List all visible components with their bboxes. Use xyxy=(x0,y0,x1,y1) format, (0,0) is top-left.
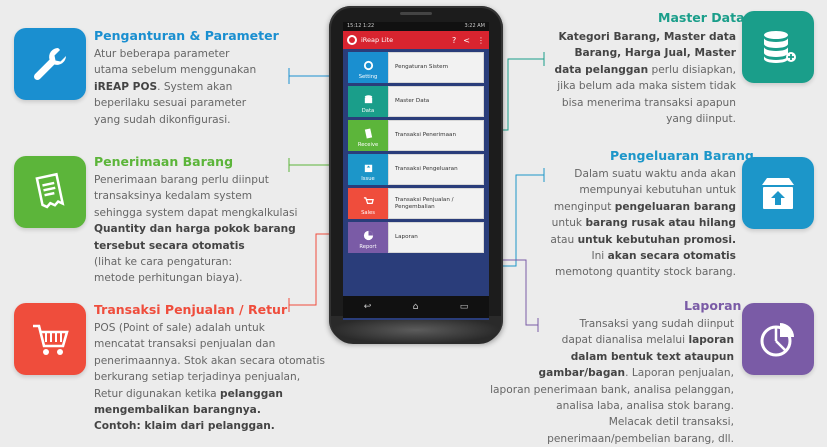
overflow-menu-icon[interactable]: ⋮ xyxy=(477,35,485,45)
menu-button-label: Report xyxy=(359,244,377,250)
bold-text: iREAP POS xyxy=(94,80,158,93)
menu-row-issue[interactable] xyxy=(348,154,484,185)
menu-label[interactable]: Transaksi Pengeluaran xyxy=(388,154,484,185)
app-logo xyxy=(347,35,357,45)
text: menginput xyxy=(553,200,615,213)
description-line xyxy=(94,112,294,128)
text: Ini xyxy=(591,250,608,263)
bold-text: laporan xyxy=(688,334,734,347)
feature-title: Penerimaan Barang xyxy=(94,154,234,169)
android-nav-bar xyxy=(343,296,489,318)
database-icon xyxy=(363,94,374,105)
text: POS (Point of sale) adalah untuk xyxy=(94,322,265,334)
text: Atur beberapa parameter xyxy=(94,48,230,60)
text: berkurang setiap terjadinya penjualan, xyxy=(94,371,301,384)
description-line xyxy=(94,221,314,237)
text: Transaksi yang sudah diinput xyxy=(579,318,734,330)
text: penerimaannya. Stok akan secara otomatis xyxy=(94,354,325,367)
phone-speaker xyxy=(400,12,432,15)
menu-button-label: Issue xyxy=(361,176,375,182)
description-line xyxy=(94,62,294,78)
wrench-icon xyxy=(14,28,86,100)
menu-label[interactable]: Transaksi Penjualan / Pengembalian xyxy=(388,188,484,219)
description-line xyxy=(94,353,326,369)
home-icon[interactable]: ⌂ xyxy=(412,302,419,312)
text: beperilaku sesuai parameter xyxy=(94,97,247,110)
feature-description xyxy=(94,46,294,128)
description-line xyxy=(470,349,734,365)
status-bar xyxy=(343,22,489,31)
receipt-icon xyxy=(14,156,86,228)
description-line xyxy=(470,431,734,447)
status-time: 3:22 AM xyxy=(464,23,485,29)
issue-button[interactable] xyxy=(348,154,388,185)
report-button[interactable] xyxy=(348,222,388,253)
recent-apps-icon[interactable]: ▭ xyxy=(459,302,469,312)
database-icon xyxy=(742,11,814,83)
description-line xyxy=(94,320,326,336)
bold-text: Kategori Barang, Master data xyxy=(558,31,736,43)
description-line xyxy=(470,365,734,381)
text: untuk xyxy=(551,217,586,230)
description-line xyxy=(94,188,314,204)
feature-title: Transaksi Penjualan / Retur xyxy=(94,302,288,317)
text: (lihat ke cara pengaturan: xyxy=(94,256,233,269)
text: dapat dianalisa melalui xyxy=(561,334,689,347)
description-line xyxy=(94,418,326,434)
bold-text: pengeluaran barang xyxy=(614,200,736,213)
menu-row-sales[interactable] xyxy=(348,188,484,219)
text: utama sebelum menggunakan xyxy=(94,64,257,77)
app-title: iReap Lite xyxy=(361,36,394,44)
text: jika belum ada maka sistem tidak xyxy=(557,80,736,93)
description-line xyxy=(518,62,736,78)
description-line xyxy=(94,336,326,352)
text: sehingga system dapat mengkalkulasi xyxy=(94,206,298,219)
cart-icon xyxy=(14,303,86,375)
text: perlu disiapkan, xyxy=(648,63,736,76)
text: laporan penerimaan bank, analisa pelanggan, xyxy=(490,383,734,396)
menu-label[interactable]: Transaksi Penerimaan xyxy=(388,120,484,151)
bold-text: untuk kebutuhan promosi. xyxy=(577,233,736,246)
text: Dalam suatu waktu anda akan xyxy=(574,168,736,180)
menu-button-label: Data xyxy=(361,108,375,114)
feature-title: Penganturan & Parameter xyxy=(94,28,279,43)
cart-icon xyxy=(363,196,374,207)
phone-chin xyxy=(331,316,501,344)
feature-title: Pengeluaran Barang xyxy=(610,148,754,163)
app-bar xyxy=(343,31,489,49)
description-line xyxy=(94,270,314,286)
receive-button[interactable] xyxy=(348,120,388,151)
back-icon[interactable]: ↩ xyxy=(363,302,372,312)
text: . Laporan penjualan, xyxy=(625,367,734,380)
text: Melacak detil transaksi, xyxy=(608,416,734,429)
box-upload-icon xyxy=(363,162,374,173)
bold-text: Quantity dan harga pokok barang xyxy=(94,223,296,236)
main-menu xyxy=(343,49,489,253)
share-icon[interactable]: < xyxy=(463,35,470,45)
description-line xyxy=(94,95,294,111)
text: mencatat transaksi penjualan dan xyxy=(94,338,276,351)
bold-text: tersebut secara otomatis xyxy=(94,239,245,252)
text: atau xyxy=(550,233,578,246)
description-line xyxy=(94,46,294,62)
description-line xyxy=(518,78,736,94)
menu-button-label: Receive xyxy=(357,142,379,148)
menu-label[interactable]: Master Data xyxy=(388,86,484,117)
description-line xyxy=(94,369,326,385)
description-line xyxy=(94,254,314,270)
bold-text: gambar/bagan xyxy=(538,367,626,380)
text: transaksinya kedalam system xyxy=(94,190,253,203)
description-line xyxy=(94,172,314,188)
description-line xyxy=(94,205,314,221)
receipt-icon xyxy=(363,128,374,139)
description-line xyxy=(470,398,734,414)
text: Retur digunakan ketika xyxy=(94,387,221,400)
description-line xyxy=(518,111,736,127)
bold-text: mengembalikan barangnya. xyxy=(94,404,261,417)
app-screen xyxy=(343,22,489,320)
setting-button[interactable] xyxy=(348,52,388,83)
description-line xyxy=(518,45,736,61)
description-line xyxy=(94,79,294,95)
text: bisa menerima transaksi apapun xyxy=(561,96,736,109)
description-line xyxy=(94,238,314,254)
feature-description xyxy=(94,320,326,435)
bold-text: Barang, Harga Jual, Master xyxy=(574,47,736,60)
feature-description xyxy=(518,29,736,127)
pie-chart-icon xyxy=(363,230,374,241)
bold-text: pelanggan xyxy=(220,387,283,400)
menu-row-report[interactable] xyxy=(348,222,484,253)
text: . System akan xyxy=(157,80,233,93)
data-button[interactable] xyxy=(348,86,388,117)
text: metode perhitungan biaya). xyxy=(94,272,243,285)
text: yang diinput. xyxy=(666,113,736,126)
bold-text: dalam bentuk text ataupun xyxy=(570,350,734,363)
sales-button[interactable] xyxy=(348,188,388,219)
menu-button-label: Setting xyxy=(358,74,378,80)
status-left: 15:12 1:22 xyxy=(347,23,375,29)
box-upload-icon xyxy=(742,157,814,229)
text: memotong quantity stock barang. xyxy=(555,266,736,279)
feature-title: Laporan xyxy=(684,298,742,313)
menu-row-receive[interactable] xyxy=(348,120,484,151)
menu-row-setting[interactable] xyxy=(348,52,484,83)
bold-text: barang rusak atau hilang xyxy=(585,217,736,230)
text: Penerimaan barang perlu diinput xyxy=(94,174,269,186)
menu-button-label: Sales xyxy=(361,210,375,216)
text: analisa laba, analisa stok barang. xyxy=(556,400,734,413)
feature-title: Master Data xyxy=(658,10,745,25)
bold-text: Contoh: klaim dari pelanggan. xyxy=(94,420,275,433)
text: penerimaan/pembelian barang, dll. xyxy=(547,432,734,445)
menu-row-data[interactable] xyxy=(348,86,484,117)
bold-text: data pelanggan xyxy=(554,63,649,76)
description-line xyxy=(94,402,326,418)
feature-description xyxy=(94,172,314,287)
menu-label[interactable]: Laporan xyxy=(388,222,484,253)
description-line xyxy=(518,29,736,45)
bold-text: akan secara otomatis xyxy=(607,250,736,263)
gear-icon xyxy=(363,60,374,71)
description-line xyxy=(470,414,734,430)
description-line xyxy=(94,386,326,402)
text: yang sudah dikonfigurasi. xyxy=(94,113,231,126)
description-line xyxy=(518,95,736,111)
help-icon[interactable]: ? xyxy=(452,35,457,45)
description-line xyxy=(470,382,734,398)
pie-chart-icon xyxy=(742,303,814,375)
text: mempunyai kebutuhan untuk xyxy=(579,184,736,197)
menu-label[interactable]: Pengaturan Sistem xyxy=(388,52,484,83)
